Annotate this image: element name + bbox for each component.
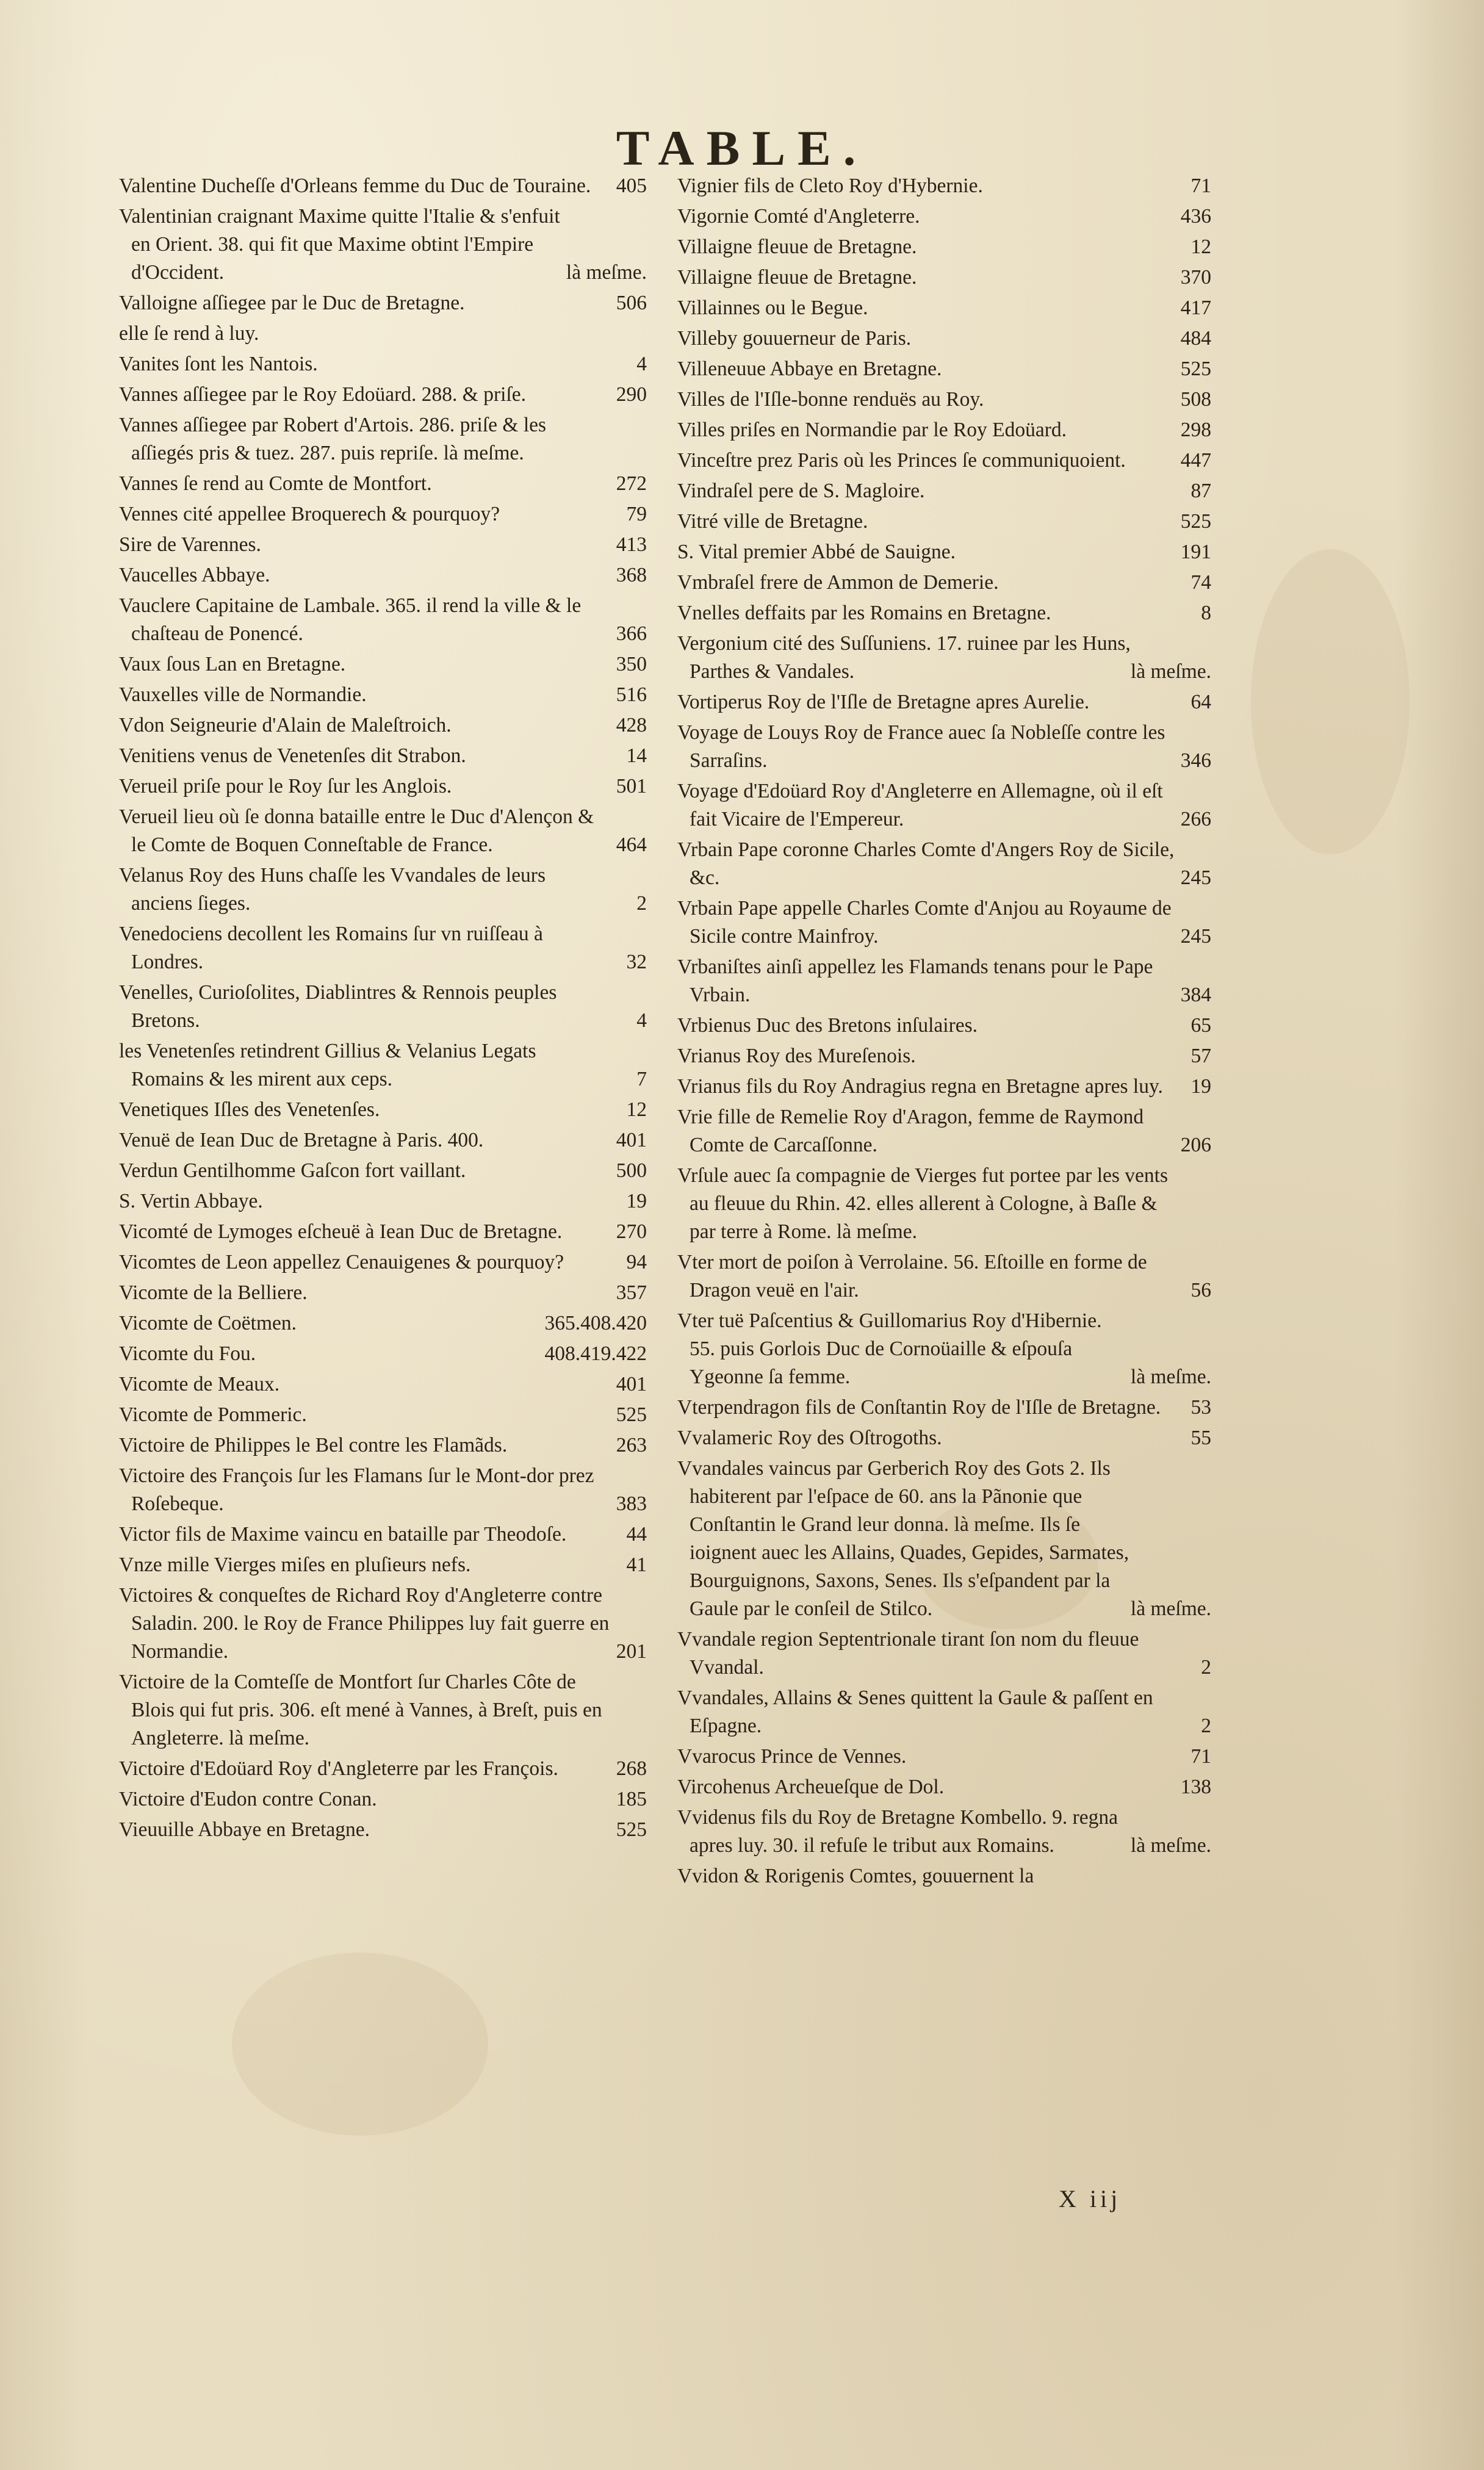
entry-page-ref: 94	[626, 1251, 647, 1273]
index-entry	[677, 1862, 1211, 1890]
entry-text: Vvandales vaincus par Gerberich Roy des Gots 2. Ils habiterent par l'eſpace de 60. ans la Pãnonie que Conſtantin le Grand leur donna. là meſme. Ils ſe ioignent auec les Allains, Quades, Gepides, Sarmates, Bourguignons, Saxons, Senes. Ils s'eſpandent par la Gaule par le conſeil de Stilco.	[677, 1457, 1129, 1620]
index-entry	[119, 979, 647, 1035]
entry-text: Vrſule auec ſa compagnie de Vierges fut portee par les vents au fleuue du Rhin. 42. elles allerent à Cologne, à Baſle & par terre à Rome. là meſme.	[677, 1164, 1169, 1243]
entry-page-ref: 272	[616, 472, 647, 495]
entry-page-ref: 346	[1180, 749, 1211, 772]
index-entry	[119, 681, 647, 709]
index-entry	[119, 350, 647, 378]
index-entry	[119, 1816, 647, 1844]
index-entry	[119, 531, 647, 559]
index-entry	[677, 777, 1211, 834]
entry-text: Victoire de la Comteſſe de Montfort ſur Charles Côte de Blois qui fut pris. 306. eſt mené à Vannes, à Breſt, puis en Angleterre. là meſme.	[119, 1671, 602, 1749]
entry-page-ref: là meſme.	[566, 261, 647, 284]
index-entry	[119, 1187, 647, 1215]
entry-text: Vicomte de la Belliere.	[119, 1281, 308, 1304]
index-entry	[119, 1279, 647, 1307]
entry-page-ref: 2	[636, 892, 647, 915]
index-entry	[677, 447, 1211, 475]
entry-page-ref: 56	[1190, 1279, 1211, 1302]
index-entry	[677, 1103, 1211, 1159]
entry-text: Velanus Roy des Huns chaſſe les Vvandales de leurs anciens ſieges.	[119, 864, 546, 915]
index-entry	[119, 592, 647, 648]
index-entry	[119, 1462, 647, 1518]
paper-stain	[232, 1953, 488, 2136]
index-entry	[677, 688, 1211, 716]
entry-page-ref: 464	[616, 834, 647, 856]
entry-text: Vicomte de Meaux.	[119, 1373, 280, 1395]
entry-page-ref: 365.408.420	[544, 1312, 647, 1334]
entry-page-ref: 53	[1190, 1396, 1211, 1419]
entry-text: Venuë de Iean Duc de Bretagne à Paris. 400.	[119, 1129, 484, 1151]
entry-text: Villaigne fleuue de Bretagne.	[677, 236, 917, 258]
index-entry	[119, 561, 647, 589]
index-entry	[677, 386, 1211, 414]
entry-text: Villainnes ou le Begue.	[677, 297, 868, 319]
index-entry	[119, 500, 647, 528]
entry-text: Vvidon & Rorigenis Comtes, gouuernent la	[677, 1865, 1034, 1887]
index-entry	[119, 320, 647, 348]
entry-page-ref: 245	[1180, 925, 1211, 948]
index-entry	[119, 1126, 647, 1154]
entry-page-ref: 19	[1190, 1075, 1211, 1098]
index-entry	[119, 920, 647, 976]
entry-page-ref: 508	[1180, 388, 1211, 411]
index-entry	[677, 630, 1211, 686]
entry-text: Voyage de Louys Roy de France auec ſa Nobleſſe contre les Sarraſins.	[677, 721, 1165, 772]
entry-text: Vaucelles Abbaye.	[119, 564, 270, 586]
entry-page-ref: 484	[1180, 327, 1211, 350]
entry-page-ref: 14	[626, 744, 647, 767]
index-entry	[677, 1162, 1211, 1246]
entry-page-ref: 71	[1190, 175, 1211, 197]
index-entry	[119, 1668, 647, 1752]
entry-page-ref: 436	[1180, 205, 1211, 228]
entry-text: Sire de Varennes.	[119, 533, 261, 556]
entry-text: Vannes ſe rend au Comte de Montfort.	[119, 472, 432, 495]
index-entry	[119, 1309, 647, 1338]
index-entry	[119, 803, 647, 859]
entry-text: Vaux ſous Lan en Bretagne.	[119, 653, 346, 675]
index-entry	[677, 264, 1211, 292]
index-column-left	[119, 172, 647, 1846]
entry-text: Valloigne aſſiegee par le Duc de Bretagne.	[119, 292, 465, 314]
entry-text: Vinceſtre prez Paris où les Princes ſe communiquoient.	[677, 449, 1126, 472]
entry-page-ref: 12	[1190, 236, 1211, 258]
index-entry	[119, 1755, 647, 1783]
index-column-right	[677, 172, 1211, 1893]
index-entry	[677, 325, 1211, 353]
entry-text: Vrie fille de Remelie Roy d'Aragon, femme de Raymond Comte de Carcaſſonne.	[677, 1106, 1144, 1156]
entry-page-ref: 516	[616, 683, 647, 706]
entry-page-ref: 206	[1180, 1134, 1211, 1156]
entry-page-ref: 525	[616, 1818, 647, 1841]
entry-page-ref: 413	[616, 533, 647, 556]
index-entry	[119, 742, 647, 770]
entry-text: les Venetenſes retindrent Gillius & Velanius Legats Romains & les mirent aux ceps.	[119, 1040, 536, 1090]
entry-page-ref: 44	[626, 1523, 647, 1546]
index-entry	[677, 233, 1211, 261]
entry-text: Vrianus fils du Roy Andragius regna en Bretagne apres luy.	[677, 1075, 1163, 1098]
entry-page-ref: 447	[1180, 449, 1211, 472]
entry-text: Valentinian craignant Maxime quitte l'Italie & s'enfuit en Orient. 38. qui fit que Maxime obtint l'Empire d'Occident.	[119, 205, 560, 284]
index-entry	[677, 1773, 1211, 1801]
entry-page-ref: 4	[636, 353, 647, 375]
index-entry	[119, 1248, 647, 1276]
index-entry	[677, 416, 1211, 444]
entry-page-ref: 74	[1190, 571, 1211, 594]
entry-text: Victoire d'Edoüard Roy d'Angleterre par les François.	[119, 1757, 558, 1780]
entry-text: Vrbaniſtes ainſi appellez les Flamands tenans pour le Pape Vrbain.	[677, 956, 1153, 1006]
entry-text: Venetiques Iſles des Venetenſes.	[119, 1098, 380, 1121]
entry-text: Vigornie Comté d'Angleterre.	[677, 205, 920, 228]
entry-text: Vmbraſel frere de Ammon de Demerie.	[677, 571, 999, 594]
index-entry	[119, 862, 647, 918]
index-entry	[119, 1431, 647, 1460]
index-entry	[119, 470, 647, 498]
entry-text: Vrbienus Duc des Bretons inſulaires.	[677, 1014, 978, 1037]
entry-page-ref: 32	[626, 951, 647, 973]
index-entry	[119, 772, 647, 801]
entry-text: Vterpendragon fils de Conſtantin Roy de l'Iſle de Bretagne.	[677, 1396, 1161, 1419]
entry-page-ref: 87	[1190, 480, 1211, 502]
index-entry	[677, 1684, 1211, 1740]
entry-page-ref: là meſme.	[1130, 1366, 1211, 1388]
entry-page-ref: 138	[1180, 1776, 1211, 1798]
entry-text: Villeby gouuerneur de Paris.	[677, 327, 912, 350]
entry-page-ref: 290	[616, 383, 647, 406]
entry-text: Vennes cité appellee Broquerech & pourquoy?	[119, 503, 500, 525]
entry-page-ref: 263	[616, 1434, 647, 1456]
entry-page-ref: 368	[616, 564, 647, 586]
entry-page-ref: 41	[626, 1554, 647, 1576]
index-entry	[119, 1401, 647, 1429]
entry-page-ref: là meſme.	[1130, 1597, 1211, 1620]
index-entry	[677, 538, 1211, 566]
index-entry	[677, 1743, 1211, 1771]
entry-text: Vicomte de Pommeric.	[119, 1403, 307, 1426]
entry-text: Vicomte de Coëtmen.	[119, 1312, 297, 1334]
index-entry	[119, 1582, 647, 1666]
paper-stain	[1251, 549, 1410, 854]
index-entry	[677, 1248, 1211, 1305]
entry-page-ref: 57	[1190, 1045, 1211, 1067]
index-entry	[119, 1551, 647, 1579]
index-entry	[677, 1012, 1211, 1040]
entry-text: Venitiens venus de Venetenſes dit Strabon.	[119, 744, 466, 767]
entry-text: Victoire de Philippes le Bel contre les Flamãds.	[119, 1434, 508, 1456]
entry-page-ref: 19	[626, 1190, 647, 1212]
entry-text: Vvandales, Allains & Senes quittent la Gaule & paſſent en Eſpagne.	[677, 1687, 1153, 1737]
index-entry	[677, 719, 1211, 775]
entry-text: Vvalameric Roy des Oſtrogoths.	[677, 1427, 942, 1449]
entry-text: Vergonium cité des Suſſuniens. 17. ruinee par les Huns, Parthes & Vandales.	[677, 632, 1131, 683]
entry-text: Vvidenus fils du Roy de Bretagne Kombello. 9. regna apres luy. 30. il refuſe le tribut aux Romains.	[677, 1806, 1118, 1857]
index-entry	[119, 289, 647, 317]
index-entry	[119, 203, 647, 287]
index-entry	[119, 1340, 647, 1368]
entry-text: Vignier fils de Cleto Roy d'Hybernie.	[677, 175, 983, 197]
entry-page-ref: là meſme.	[1130, 660, 1211, 683]
entry-text: Victoire d'Eudon contre Conan.	[119, 1788, 377, 1810]
entry-text: Venedociens decollent les Romains ſur vn ruiſſeau à Londres.	[119, 923, 543, 973]
index-entry	[119, 711, 647, 740]
entry-text: Villes de l'Iſle-bonne renduës au Roy.	[677, 388, 984, 411]
entry-page-ref: 401	[616, 1373, 647, 1395]
entry-text: Verueil priſe pour le Roy ſur les Anglois.	[119, 775, 452, 798]
entry-text: Vindraſel pere de S. Magloire.	[677, 480, 925, 502]
entry-text: Villes priſes en Normandie par le Roy Edoüard.	[677, 419, 1067, 441]
entry-text: Vanites ſont les Nantois.	[119, 353, 318, 375]
index-entry	[677, 203, 1211, 231]
signature-mark: X iij	[1059, 2185, 1122, 2213]
entry-page-ref: 366	[616, 622, 647, 645]
index-entry	[677, 1042, 1211, 1070]
entry-text: Vrbain Pape appelle Charles Comte d'Anjou au Royaume de Sicile contre Mainfroy.	[677, 897, 1172, 948]
index-entry	[119, 411, 647, 467]
index-entry	[677, 477, 1211, 505]
entry-text: Vnelles deffaits par les Romains en Bretagne.	[677, 602, 1051, 624]
entry-text: Vdon Seigneurie d'Alain de Maleſtroich.	[119, 714, 452, 736]
entry-page-ref: 191	[1180, 541, 1211, 563]
entry-page-ref: 2	[1201, 1715, 1211, 1737]
entry-text: Vortiperus Roy de l'Iſle de Bretagne apres Aurelie.	[677, 691, 1090, 713]
entry-page-ref: 405	[616, 175, 647, 197]
entry-page-ref: 370	[1180, 266, 1211, 289]
entry-text: Vrbain Pape coronne Charles Comte d'Angers Roy de Sicile, &c.	[677, 838, 1175, 889]
entry-page-ref: 500	[616, 1159, 647, 1182]
index-entry	[677, 953, 1211, 1009]
entry-page-ref: 383	[616, 1492, 647, 1515]
entry-text: Vannes aſſiegee par le Roy Edoüard. 288. & priſe.	[119, 383, 527, 406]
entry-text: Verdun Gentilhomme Gaſcon fort vaillant.	[119, 1159, 466, 1182]
index-entry	[119, 1370, 647, 1399]
entry-page-ref: 417	[1180, 297, 1211, 319]
entry-page-ref: 7	[636, 1068, 647, 1090]
entry-page-ref: 525	[1180, 358, 1211, 380]
entry-page-ref: 270	[616, 1220, 647, 1243]
entry-page-ref: 185	[616, 1788, 647, 1810]
index-entry	[119, 1037, 647, 1093]
index-entry	[119, 1785, 647, 1813]
index-entry	[119, 381, 647, 409]
entry-text: Villaigne fleuue de Bretagne.	[677, 266, 917, 289]
entry-page-ref: là meſme.	[1130, 1834, 1211, 1857]
entry-text: elle ſe rend à luy.	[119, 322, 259, 345]
entry-page-ref: 428	[616, 714, 647, 736]
entry-page-ref: 64	[1190, 691, 1211, 713]
entry-page-ref: 266	[1180, 808, 1211, 830]
entry-text: Voyage d'Edoüard Roy d'Angleterre en Allemagne, où il eſt fait Vicaire de l'Empereur.	[677, 780, 1163, 830]
entry-text: Vieuuille Abbaye en Bretagne.	[119, 1818, 370, 1841]
entry-text: Valentine Ducheſſe d'Orleans femme du Duc de Touraine.	[119, 175, 591, 197]
index-entry	[677, 172, 1211, 200]
entry-text: Vter mort de poiſon à Verrolaine. 56. Eſtoille en forme de Dragon veuë en l'air.	[677, 1251, 1147, 1302]
entry-text: Vrianus Roy des Mureſenois.	[677, 1045, 916, 1067]
index-entry	[677, 1307, 1211, 1391]
entry-text: Vter tuë Paſcentius & Guillomarius Roy d'Hibernie. 55. puis Gorlois Duc de Cornoüaille & eſpouſa Ygeonne ſa femme.	[677, 1309, 1102, 1388]
index-entry	[677, 1626, 1211, 1682]
entry-page-ref: 12	[626, 1098, 647, 1121]
index-entry	[677, 836, 1211, 892]
index-entry	[119, 172, 647, 200]
entry-page-ref: 506	[616, 292, 647, 314]
entry-page-ref: 4	[636, 1009, 647, 1032]
index-entry	[677, 1424, 1211, 1452]
entry-text: Vircohenus Archeueſque de Dol.	[677, 1776, 945, 1798]
index-entry	[677, 508, 1211, 536]
entry-text: Venelles, Curioſolites, Diablintres & Rennois peuples Bretons.	[119, 981, 557, 1032]
index-entry	[677, 1073, 1211, 1101]
entry-page-ref: 65	[1190, 1014, 1211, 1037]
entry-text: Vauclere Capitaine de Lambale. 365. il rend la ville & le chaſteau de Ponencé.	[119, 594, 582, 645]
entry-page-ref: 55	[1190, 1427, 1211, 1449]
entry-text: S. Vital premier Abbé de Sauigne.	[677, 541, 956, 563]
entry-page-ref: 525	[616, 1403, 647, 1426]
entry-page-ref: 8	[1201, 602, 1211, 624]
index-entry	[119, 1096, 647, 1124]
entry-page-ref: 71	[1190, 1745, 1211, 1768]
entry-page-ref: 501	[616, 775, 647, 798]
entry-text: Victor fils de Maxime vaincu en bataille par Theodoſe.	[119, 1523, 567, 1546]
index-entry	[119, 1157, 647, 1185]
entry-page-ref: 408.419.422	[544, 1342, 647, 1365]
entry-text: Vnze mille Vierges miſes en pluſieurs nefs.	[119, 1554, 471, 1576]
entry-text: Vicomtes de Leon appellez Cenauigenes & pourquoy?	[119, 1251, 564, 1273]
index-entry	[119, 1218, 647, 1246]
index-entry	[677, 569, 1211, 597]
entry-page-ref: 79	[626, 503, 647, 525]
index-entry	[677, 895, 1211, 951]
entry-page-ref: 201	[616, 1640, 647, 1663]
entry-text: Vitré ville de Bretagne.	[677, 510, 868, 533]
index-entry	[677, 599, 1211, 627]
entry-page-ref: 384	[1180, 984, 1211, 1006]
index-entry	[677, 355, 1211, 383]
index-entry	[677, 1455, 1211, 1623]
entry-text: Villeneuue Abbaye en Bretagne.	[677, 358, 942, 380]
index-entry	[119, 650, 647, 679]
entry-text: S. Vertin Abbaye.	[119, 1190, 263, 1212]
entry-page-ref: 298	[1180, 419, 1211, 441]
index-entry	[119, 1521, 647, 1549]
index-entry	[677, 1804, 1211, 1860]
entry-text: Verueil lieu où ſe donna bataille entre le Duc d'Alençon & le Comte de Boquen Conneſtable de France.	[119, 805, 594, 856]
entry-text: Vvarocus Prince de Vennes.	[677, 1745, 907, 1768]
entry-page-ref: 401	[616, 1129, 647, 1151]
entry-text: Vauxelles ville de Normandie.	[119, 683, 367, 706]
index-entry	[677, 1394, 1211, 1422]
entry-text: Victoire des François ſur les Flamans ſur le Mont-dor prez Roſebeque.	[119, 1464, 594, 1515]
entry-page-ref: 245	[1180, 866, 1211, 889]
entry-page-ref: 2	[1201, 1656, 1211, 1679]
entry-page-ref: 357	[616, 1281, 647, 1304]
entry-text: Vannes aſſiegee par Robert d'Artois. 286. priſe & les aſſiegés pris & tuez. 287. puis repriſe. là meſme.	[119, 414, 547, 464]
index-entry	[677, 294, 1211, 322]
entry-text: Vicomté de Lymoges eſcheuë à Iean Duc de Bretagne.	[119, 1220, 563, 1243]
entry-text: Vicomte du Fou.	[119, 1342, 256, 1365]
entry-text: Vvandale region Septentrionale tirant ſon nom du fleuue Vvandal.	[677, 1628, 1139, 1679]
entry-page-ref: 525	[1180, 510, 1211, 533]
entry-page-ref: 350	[616, 653, 647, 675]
entry-page-ref: 268	[616, 1757, 647, 1780]
page-heading: TABLE.	[616, 120, 868, 176]
entry-text: Victoires & conqueſtes de Richard Roy d'Angleterre contre Saladin. 200. le Roy de France Philippes luy fait guerre en Normandie.	[119, 1584, 610, 1663]
